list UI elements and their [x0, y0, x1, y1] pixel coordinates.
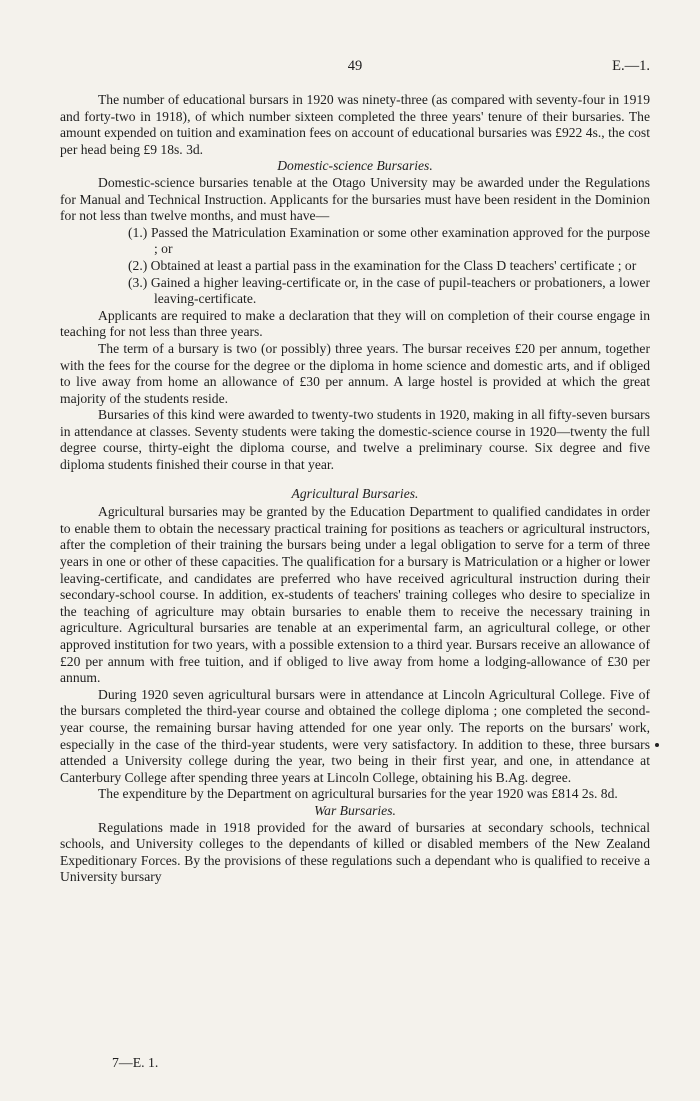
series-reference: E.—1. — [612, 58, 650, 74]
list-item: (1.) Passed the Matriculation Examination or some other examination approved for the purpose ; or — [128, 224, 650, 257]
list-item: (3.) Gained a higher leaving-certificate or, in the case of pupil-teachers or probationers, a lower leaving-certificate. — [128, 274, 650, 307]
heading-domestic-science: Domestic-science Bursaries. — [277, 158, 433, 174]
paragraph-declaration: Applicants are required to make a declaration that they will on completion of their course engage in teaching for not less than three years. — [60, 307, 650, 340]
paragraph-bursary-term: The term of a bursary is two (or possibly) three years. The bursar receives £20 per annum, together with the fees for the course for the degree or the diploma in home science and domestic arts, and if obliged to live away from home an allowance of £30 per annum. A large hostel is provided at which the great majority of the students reside. — [60, 340, 650, 406]
paragraph-bursaries-awarded: Bursaries of this kind were awarded to twenty-two students in 1920, making in all fifty-seven bursars in attendance at classes. Seventy students were taking the domestic-science course in 1920—twenty the full degree course, thirty-eight the diploma course, and twelve a preliminary course. Six degree and five diploma students finished their course in that year. — [60, 407, 650, 473]
paragraph-agricultural-intro: Agricultural bursaries may be granted by the Education Department to qualified candidates in order to enable them to obtain the necessary practical training for positions as teachers or agricultural instructors, after the completion of their training the bursars being under a legal obligation to serve for a term of three years in one or other of these capacities. The qualification for a bursary is Matriculation or a higher or lower leaving-certificate, and candidates are preferred who have received agricultural instruction during their secondary-school course. In addition, ex-students of teachers' training colleges who desire to specialize in the teaching of agriculture may obtain bursaries to enable them to receive the necessary training in agriculture. Agricultural bursaries are tenable at an experimental farm, an agricultural college, or other approved institution for two years, with a possible extension to a third year. Bursars receive an allowance of £20 per annum with free tuition, and if obliged to live away from home a lodging-allowance of £30 per annum. — [60, 504, 650, 686]
list-item: (2.) Obtained at least a partial pass in the examination for the Class D teachers' certificate ; or — [128, 257, 637, 273]
page-number: 49 — [347, 58, 363, 74]
paragraph-domestic-intro: Domestic-science bursaries tenable at the Otago University may be awarded under the Regulations for Manual and Technical Instruction. Applicants for the bursaries must have been resident in the Dominion for not less than twelve months, and must have— — [60, 174, 650, 224]
requirements-list — [60, 225, 650, 308]
paragraph-educational-bursars: The number of educational bursars in 1920 was ninety-three (as compared with seventy-four in 1919 and forty-two in 1918), of which number sixteen completed the three years' tenure of their bursaries. The amount expended on tuition and examination fees on account of educational bursaries was £922 4s., the cost per head being £9 18s. 3d. — [60, 92, 650, 157]
paragraph-expenditure: The expenditure by the Department on agricultural bursaries for the year 1920 was £814 2s. 8d. — [98, 786, 618, 802]
margin-mark — [655, 743, 659, 747]
paragraph-war-regulations: Regulations made in 1918 provided for the award of bursaries at secondary schools, technical schools, and University colleges to the dependants of killed or disabled members of the New Zealand Expeditionary Forces. By the provisions of these regulations such a dependant who is qualified to receive a University bursary — [60, 819, 650, 885]
heading-agricultural: Agricultural Bursaries. — [291, 485, 419, 501]
document-body — [60, 92, 650, 886]
paragraph-lincoln-college: During 1920 seven agricultural bursars were in attendance at Lincoln Agricultural College. Five of the bursars completed the third-year course and obtained the college diploma ; one completed the second-year course, the remaining bursar having attended for one year only. The reports on the bursars' work, especially in the case of the third-year students, were very satisfactory. In addition to these, three bursars attended a University college during the year, two being in their first year, and one, in attendance at Canterbury College after spending three years at Lincoln College, obtaining his B.Ag. degree. — [60, 686, 650, 785]
page-header — [60, 58, 650, 80]
heading-war-bursaries: War Bursaries. — [314, 802, 396, 818]
printer-signature: 7—E. 1. — [112, 1055, 159, 1070]
